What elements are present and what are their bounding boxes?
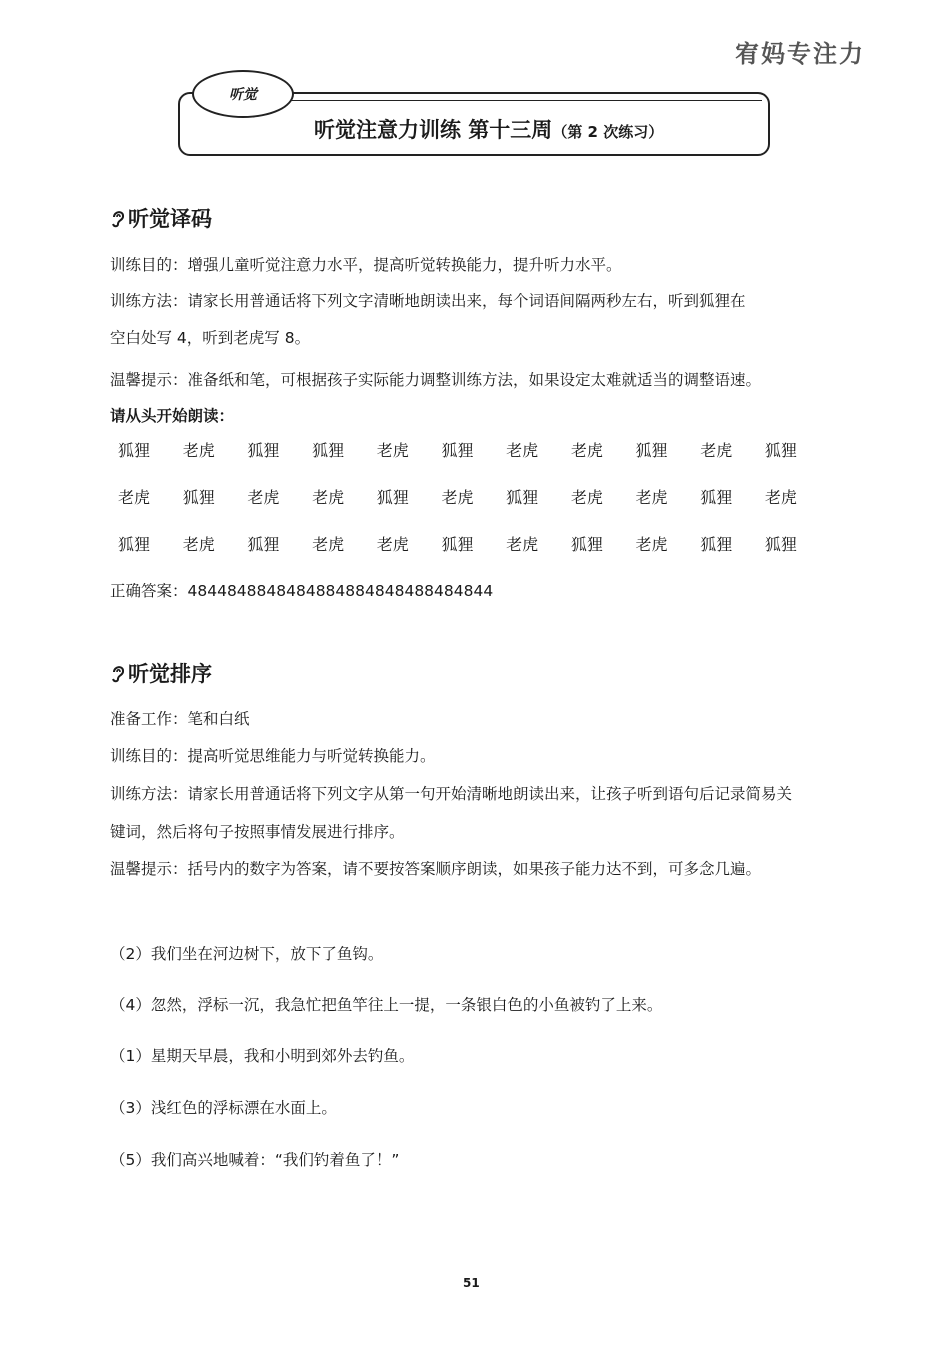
word-cell: 狐狸 [635, 441, 668, 460]
section-title-text: 听觉译码 [128, 207, 212, 231]
word-cell: 老虎 [182, 441, 215, 460]
decoding-method-line1: 训练方法：请家长用普通话将下列文字清晰地朗读出来，每个词语间隔两秒左右，听到狐狸在 [110, 292, 746, 310]
sorting-method-line1: 训练方法：请家长用普通话将下列文字从第一句开始清晰地朗读出来，让孩子听到语句后记录简易关 [110, 785, 793, 803]
decoding-answer: 正确答案：4844848848484884884848488484844 [110, 582, 494, 600]
page-title-sub: （第 2 次练习） [552, 123, 664, 141]
sentence-item: （5）我们高兴地喊着：“我们钓着鱼了！” [110, 1151, 400, 1169]
word-cell: 狐狸 [506, 488, 539, 507]
word-cell: 老虎 [441, 488, 474, 507]
word-cell: 狐狸 [247, 441, 280, 460]
word-cell: 老虎 [635, 488, 668, 507]
word-row [118, 438, 838, 485]
page-title [314, 114, 663, 144]
section-title-sorting [110, 658, 212, 688]
section-title-decoding [110, 203, 212, 233]
word-cell: 狐狸 [441, 441, 474, 460]
word-cell: 狐狸 [376, 488, 409, 507]
word-cell: 老虎 [312, 535, 345, 554]
word-cell: 老虎 [312, 488, 345, 507]
decoding-goal: 训练目的：增强儿童听觉注意力水平，提高听觉转换能力，提升听力水平。 [110, 256, 622, 274]
word-cell: 老虎 [376, 441, 409, 460]
word-cell: 老虎 [506, 535, 539, 554]
word-cell: 老虎 [700, 441, 733, 460]
sentence-item: （1）星期天早晨，我和小明到郊外去钓鱼。 [110, 1047, 415, 1065]
header-tag: 听觉 [192, 70, 294, 118]
sorting-goal: 训练目的：提高听觉思维能力与听觉转换能力。 [110, 747, 436, 765]
word-cell: 老虎 [118, 488, 151, 507]
word-row [118, 532, 838, 579]
page-number: 51 [463, 1276, 480, 1290]
word-cell: 老虎 [570, 488, 603, 507]
page-title-main: 听觉注意力训练 第十三周 [314, 118, 553, 142]
decoding-tip: 温馨提示：准备纸和笔，可根据孩子实际能力调整训练方法，如果设定太难就适当的调整语速。 [110, 371, 762, 389]
word-cell: 老虎 [635, 535, 668, 554]
word-row [118, 485, 838, 532]
word-cell: 老虎 [506, 441, 539, 460]
word-cell: 狐狸 [764, 535, 797, 554]
sorting-method-line2: 键词，然后将句子按照事情发展进行排序。 [110, 823, 405, 841]
sentence-item: （2）我们坐在河边树下，放下了鱼钩。 [110, 945, 384, 963]
word-cell: 狐狸 [700, 488, 733, 507]
word-cell: 老虎 [247, 488, 280, 507]
read-prompt: 请从头开始朗读： [110, 407, 235, 425]
word-cell: 狐狸 [247, 535, 280, 554]
sorting-tip: 温馨提示：括号内的数字为答案，请不要按答案顺序朗读，如果孩子能力达不到，可多念几遍。 [110, 860, 762, 878]
sentence-item: （3）浅红色的浮标漂在水面上。 [110, 1099, 337, 1117]
section-title-text: 听觉排序 [128, 662, 212, 686]
decoding-method-line2: 空白处写 4，听到老虎写 8。 [110, 329, 311, 347]
word-cell: 狐狸 [570, 535, 603, 554]
word-cell: 狐狸 [118, 441, 151, 460]
word-cell: 老虎 [182, 535, 215, 554]
word-cell: 狐狸 [118, 535, 151, 554]
word-grid [118, 438, 838, 579]
brand-watermark: 宥妈专注力 [735, 40, 865, 68]
word-cell: 狐狸 [700, 535, 733, 554]
sentence-item: （4）忽然，浮标一沉，我急忙把鱼竿往上一提，一条银白色的小鱼被钓了上来。 [110, 996, 663, 1014]
word-cell: 狐狸 [441, 535, 474, 554]
word-cell: 狐狸 [182, 488, 215, 507]
word-cell: 狐狸 [764, 441, 797, 460]
sorting-prep: 准备工作：笔和白纸 [110, 710, 250, 728]
word-cell: 老虎 [570, 441, 603, 460]
word-cell: 狐狸 [312, 441, 345, 460]
word-cell: 老虎 [764, 488, 797, 507]
word-cell: 老虎 [376, 535, 409, 554]
ear-icon [110, 663, 126, 683]
ear-icon [110, 208, 126, 228]
